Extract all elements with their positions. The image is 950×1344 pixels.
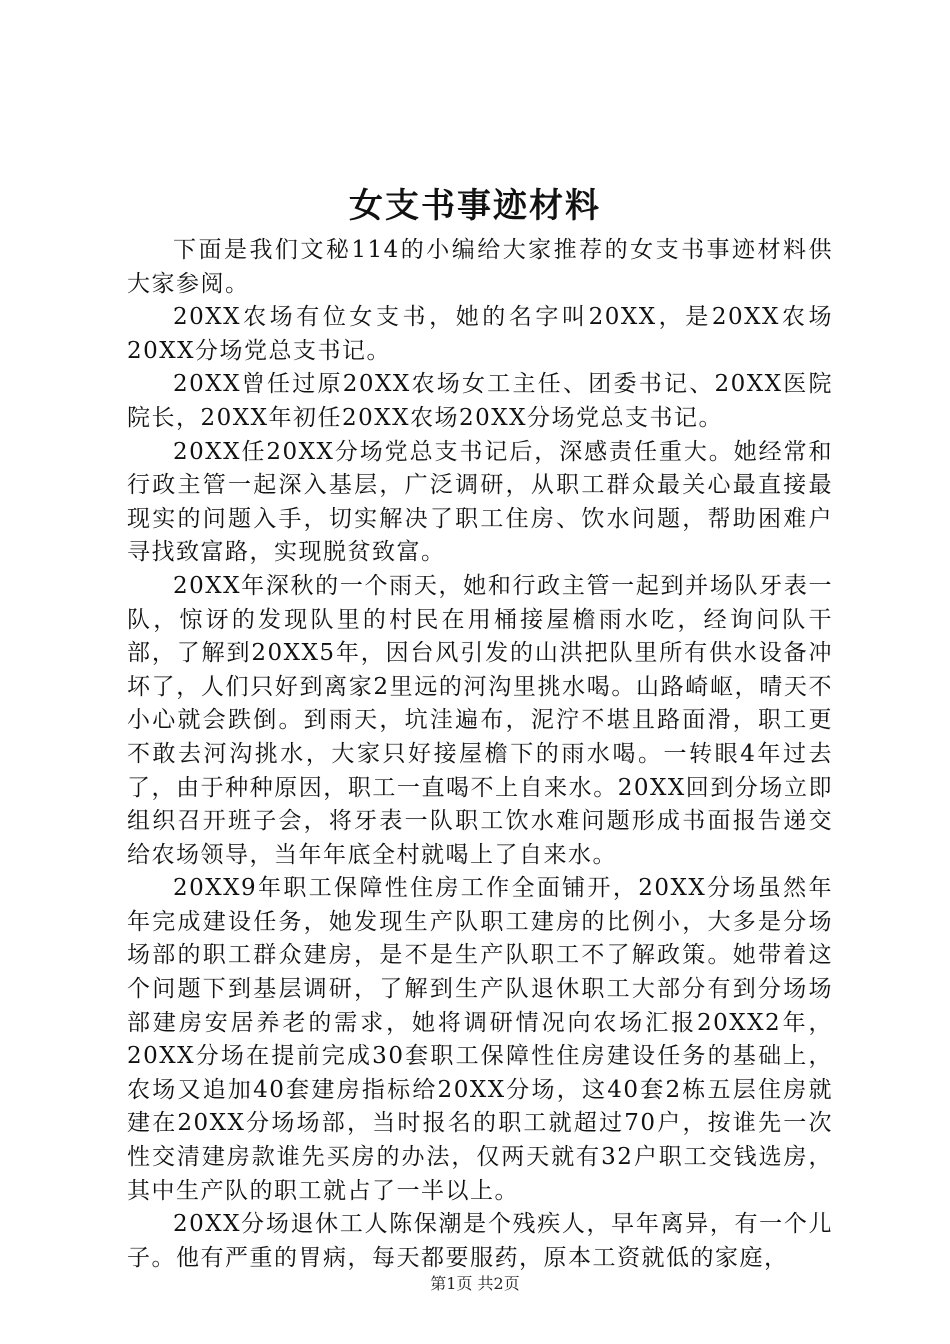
paragraph-retiree: 20XX分场退休工人陈保潮是个残疾人，早年离异，有一个儿子。他有严重的胃病，每天都要服药，原本工资就低的家庭， bbox=[127, 1211, 833, 1271]
paragraph-intro: 下面是我们文秘114的小编给大家推荐的女支书事迹材料供大家参阅。 bbox=[127, 237, 833, 297]
paragraph-water: 20XX年深秋的一个雨天，她和行政主管一起到并场队牙表一队，惊讶的发现队里的村民在用桶接屋檐雨水吃，经询问队干部，了解到20XX5年，因台风引发的山洪把队里所有供水设备冲坏了，人们只好到离家2里远的河沟里挑水喝。山路崎岖，晴天不小心就会跌倒。到雨天，坑洼遍布，泥泞不堪且路面滑，职工更不敢去河沟挑水，大家只好接屋檐下的雨水喝。一转眼4年过去了，由于种种原因，职工一直喝不上自来水。20XX回到分场立即组织召开班子会，将牙表一队职工饮水难问题形成书面报告递交给农场领导，当年年底全村就喝上了自来水。 bbox=[127, 572, 833, 868]
document-title: 女支书事迹材料 bbox=[349, 186, 601, 226]
paragraph-history: 20XX曾任过原20XX农场女工主任、团委书记、20XX医院院长，20XX年初任20XX农场20XX分场党总支书记。 bbox=[127, 371, 833, 431]
paragraph-responsibility: 20XX任20XX分场党总支书记后，深感责任重大。她经常和行政主管一起深入基层，广泛调研，从职工群众最关心最直接最现实的问题入手，切实解决了职工住房、饮水问题，帮助困难户寻找致富路，实现脱贫致富。 bbox=[127, 438, 833, 566]
paragraph-housing: 20XX9年职工保障性住房工作全面铺开，20XX分场虽然年年完成建设任务，她发现生产队职工建房的比例小，大多是分场场部的职工群众建房，是不是生产队职工不了解政策。她带着这个问题下到基层调研，了解到生产队退休职工大部分有到分场场部建房安居养老的需求，她将调研情况向农场汇报20XX2年，20XX分场在提前完成30套职工保障性住房建设任务的基础上，农场又追加40套建房指标给20XX分场，这40套2栋五层住房就建在20XX分场场部，当时报名的职工就超过70户，按谁先一次性交清建房款谁先买房的办法，仅两天就有32户职工交钱选房，其中生产队的职工就占了一半以上。 bbox=[127, 875, 833, 1204]
paragraph-name: 20XX农场有位女支书，她的名字叫20XX，是20XX农场20XX分场党总支书记。 bbox=[127, 304, 833, 364]
document-body bbox=[127, 234, 833, 1275]
page-footer: 第1页 共2页 bbox=[430, 1274, 520, 1293]
